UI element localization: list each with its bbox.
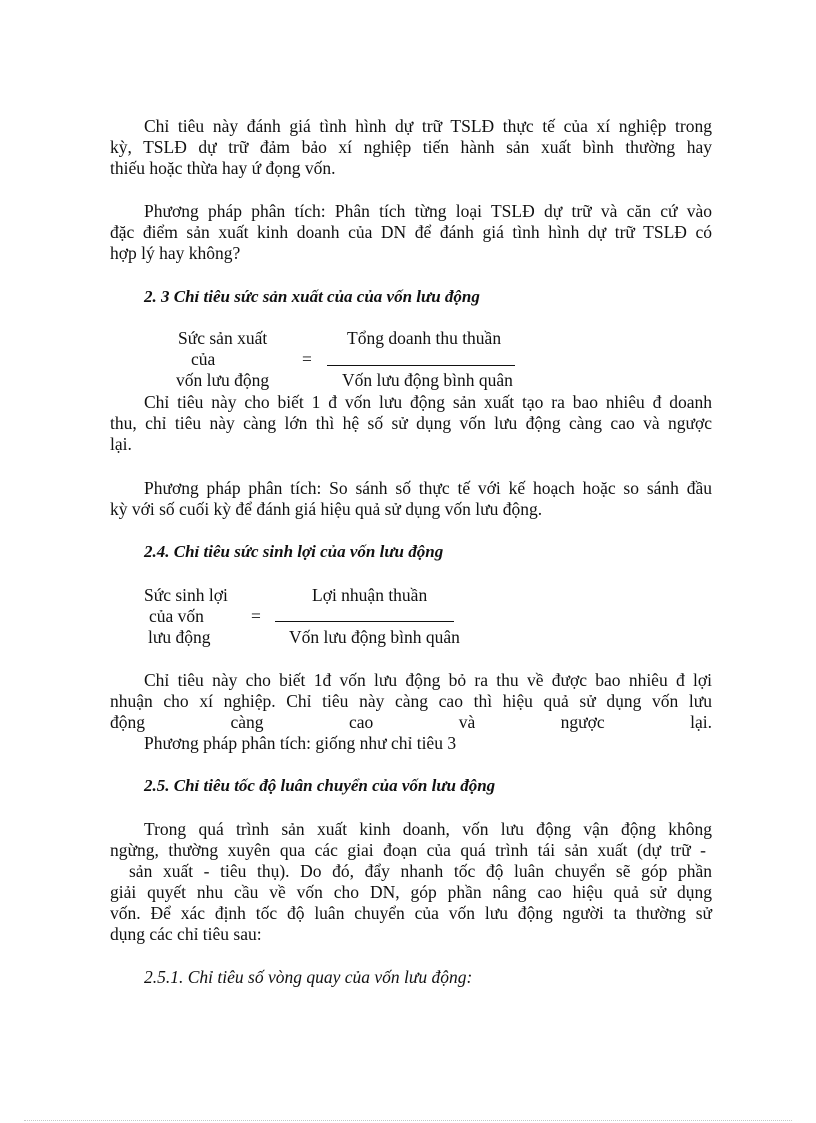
text-line: hợp lý hay không?: [110, 243, 241, 263]
text-line: đặc điểm sản xuất kinh doanh của DN để đánh giá tình hình dự trữ TSLĐ có: [110, 222, 712, 242]
formula-denominator: Vốn lưu động bình quân: [289, 627, 460, 647]
fraction-bar: [327, 365, 515, 366]
text-line: Chỉ tiêu này cho biết 1 đ vốn lưu động sản xuất tạo ra bao nhiêu đ doanh: [144, 392, 712, 412]
formula-equals-sign: =: [251, 606, 261, 626]
section-heading-2-3: 2. 3 Chỉ tiêu sức sản xuất của của vốn lưu động: [144, 287, 480, 306]
formula-left-line: vốn lưu động: [176, 370, 270, 390]
text-line: dụng các chỉ tiêu sau:: [110, 924, 262, 944]
formula-numerator: Tổng doanh thu thuần: [347, 328, 502, 348]
formula-left-line: Sức sản xuất: [178, 328, 268, 348]
formula-equals-sign: =: [302, 349, 312, 369]
text-line: động càng cao và ngược lại.: [110, 712, 712, 732]
text-line: kỳ với số cuối kỳ để đánh giá hiệu quả sử dụng vốn lưu động.: [110, 499, 543, 519]
fraction-bar: [275, 621, 454, 622]
text-line: Phương pháp phân tích: giống như chỉ tiêu 3: [144, 733, 457, 753]
text-line: thiếu hoặc thừa hay ứ đọng vốn.: [110, 158, 336, 178]
text-line: giải quyết nhu cầu về vốn cho DN, góp phần nâng cao hiệu quả sử dụng: [110, 882, 712, 902]
formula-left-line: lưu động: [148, 627, 211, 647]
formula-numerator: Lợi nhuận thuần: [312, 585, 428, 605]
section-heading-2-4: 2.4. Chỉ tiêu sức sinh lợi của vốn lưu động: [144, 542, 444, 561]
formula-left-line: của vốn: [149, 606, 204, 626]
text-line: Chỉ tiêu này đánh giá tình hình dự trữ TSLĐ thực tế của xí nghiệp trong: [144, 116, 712, 136]
formula-left-line: của: [191, 349, 216, 369]
text-line: sản xuất - tiêu thụ). Do đó, đẩy nhanh tốc độ luân chuyển sẽ góp phần: [129, 861, 712, 881]
text-line: Trong quá trình sản xuất kinh doanh, vốn lưu động vận động không: [144, 819, 712, 839]
text-line: Phương pháp phân tích: Phân tích từng loại TSLĐ dự trữ và căn cứ vào: [144, 201, 712, 221]
text-line: lại.: [110, 434, 132, 454]
text-line: Phương pháp phân tích: So sánh số thực tế với kế hoạch hoặc so sánh đầu: [144, 478, 712, 498]
text-line: ngừng, thường xuyên qua các giai đoạn của quá trình tái sản xuất (dự trữ -: [110, 840, 706, 860]
formula-denominator: Vốn lưu động bình quân: [342, 370, 513, 390]
text-line: vốn. Để xác định tốc độ luân chuyển của vốn lưu động người ta thường sử: [110, 903, 712, 923]
text-line: nhuận cho xí nghiệp. Chỉ tiêu này càng cao thì hiệu quả sử dụng vốn lưu: [110, 691, 712, 711]
formula-left-line: Sức sinh lợi: [144, 585, 228, 605]
text-line: Chỉ tiêu này cho biết 1đ vốn lưu động bỏ ra thu về được bao nhiêu đ lợi: [144, 670, 712, 690]
text-line: thu, chỉ tiêu này càng lớn thì hệ số sử dụng vốn lưu động càng cao và ngược: [110, 413, 712, 433]
section-heading-2-5-1: 2.5.1. Chỉ tiêu số vòng quay của vốn lưu động:: [144, 967, 473, 987]
section-heading-2-5: 2.5. Chỉ tiêu tốc độ luân chuyển của vốn lưu động: [144, 776, 496, 795]
page-footer-divider: [24, 1120, 792, 1121]
text-line: kỳ, TSLĐ dự trữ đảm bảo xí nghiệp tiến hành sản xuất bình thường hay: [110, 137, 712, 157]
